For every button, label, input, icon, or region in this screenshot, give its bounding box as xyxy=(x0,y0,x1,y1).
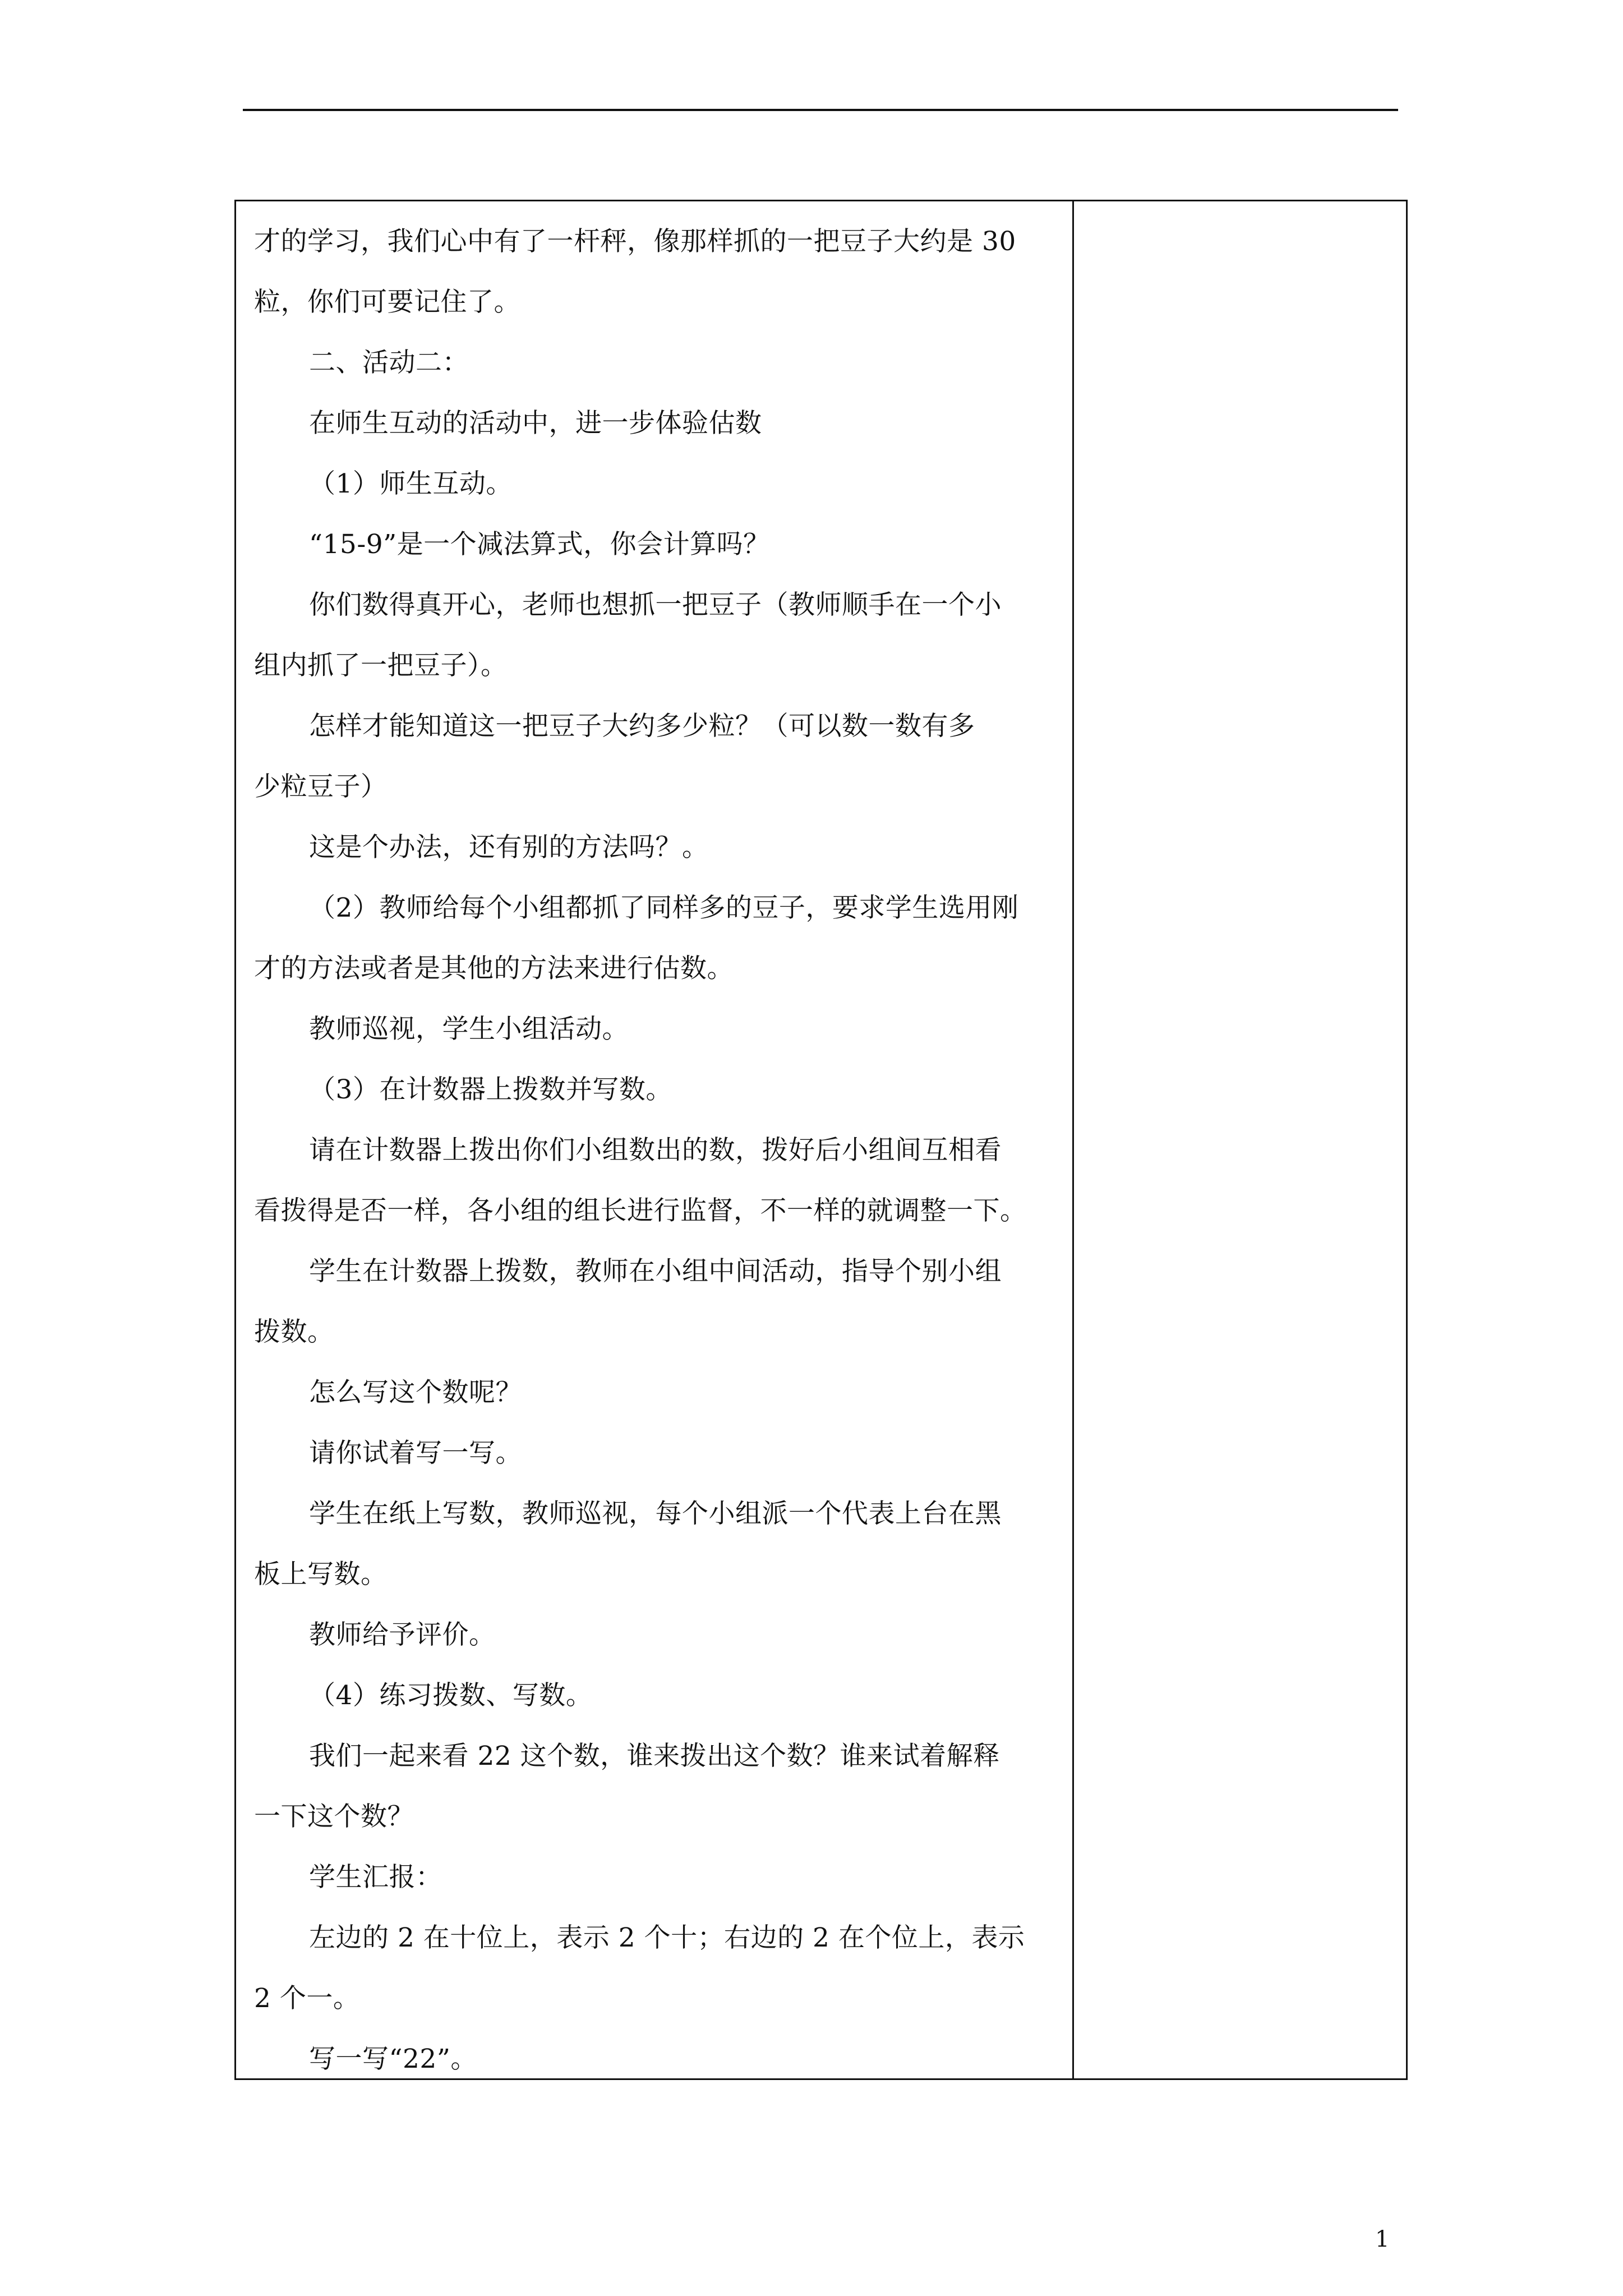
text-line: （3）在计数器上拨数并写数。 xyxy=(309,1074,672,1105)
text-line: 请你试着写一写。 xyxy=(309,1438,522,1469)
text-line: 你们数得真开心，老师也想抓一把豆子（教师顺手在一个小 xyxy=(309,590,1002,620)
text-line: 组内抓了一把豆子）。 xyxy=(254,650,508,681)
text-line: 写一写“22”。 xyxy=(309,2044,477,2074)
text-line: 这是个办法，还有别的方法吗？。 xyxy=(309,832,709,863)
text-line: 学生在计数器上拨数，教师在小组中间活动，指导个别小组 xyxy=(309,1256,1002,1287)
text-line: 二、活动二： xyxy=(309,347,469,378)
page-number: 1 xyxy=(1375,2226,1390,2252)
text-line: “15-9”是一个减法算式，你会计算吗？ xyxy=(309,529,770,560)
text-line: 拨数。 xyxy=(254,1317,334,1347)
text-line: （4）练习拨数、写数。 xyxy=(309,1680,593,1711)
text-line: 左边的 2 在十位上，表示 2 个十；右边的 2 在个位上，表示 xyxy=(309,1922,1025,1953)
text-line: 教师给予评价。 xyxy=(309,1619,496,1650)
text-line: 粒，你们可要记住了。 xyxy=(254,287,520,318)
text-line: （1）师生互动。 xyxy=(309,468,513,499)
header-rule xyxy=(243,109,1398,111)
text-line: 2 个一。 xyxy=(254,1983,360,2014)
text-line: 才的学习，我们心中有了一杆秤，像那样抓的一把豆子大约是 30 xyxy=(254,226,1016,257)
text-line: 才的方法或者是其他的方法来进行估数。 xyxy=(254,953,734,984)
text-line: 板上写数。 xyxy=(254,1559,388,1590)
lesson-table xyxy=(234,200,1408,2080)
text-line: 怎样才能知道这一把豆子大约多少粒？（可以数一数有多 xyxy=(309,711,975,742)
lesson-content-cell xyxy=(254,211,1059,2090)
text-line: 请在计数器上拨出你们小组数出的数，拨好后小组间互相看 xyxy=(309,1135,1002,1166)
text-line: 学生在纸上写数，教师巡视，每个小组派一个代表上台在黑 xyxy=(309,1498,1002,1529)
column-divider xyxy=(1072,201,1074,2078)
text-line: 一下这个数？ xyxy=(254,1801,414,1832)
text-line: 我们一起来看 22 这个数，谁来拨出这个数？谁来试着解释 xyxy=(309,1741,1000,1772)
text-line: 在师生互动的活动中，进一步体验估数 xyxy=(309,408,762,439)
text-line: 少粒豆子） xyxy=(254,771,388,802)
text-line: 怎么写这个数呢？ xyxy=(309,1377,522,1408)
text-line: （2）教师给每个小组都抓了同样多的豆子，要求学生选用刚 xyxy=(309,892,1019,923)
text-line: 看拨得是否一样，各小组的组长进行监督，不一样的就调整一下。 xyxy=(254,1195,1027,1226)
notes-cell xyxy=(1076,201,1406,2078)
text-line: 教师巡视，学生小组活动。 xyxy=(309,1014,629,1045)
text-line: 学生汇报： xyxy=(309,1862,442,1893)
